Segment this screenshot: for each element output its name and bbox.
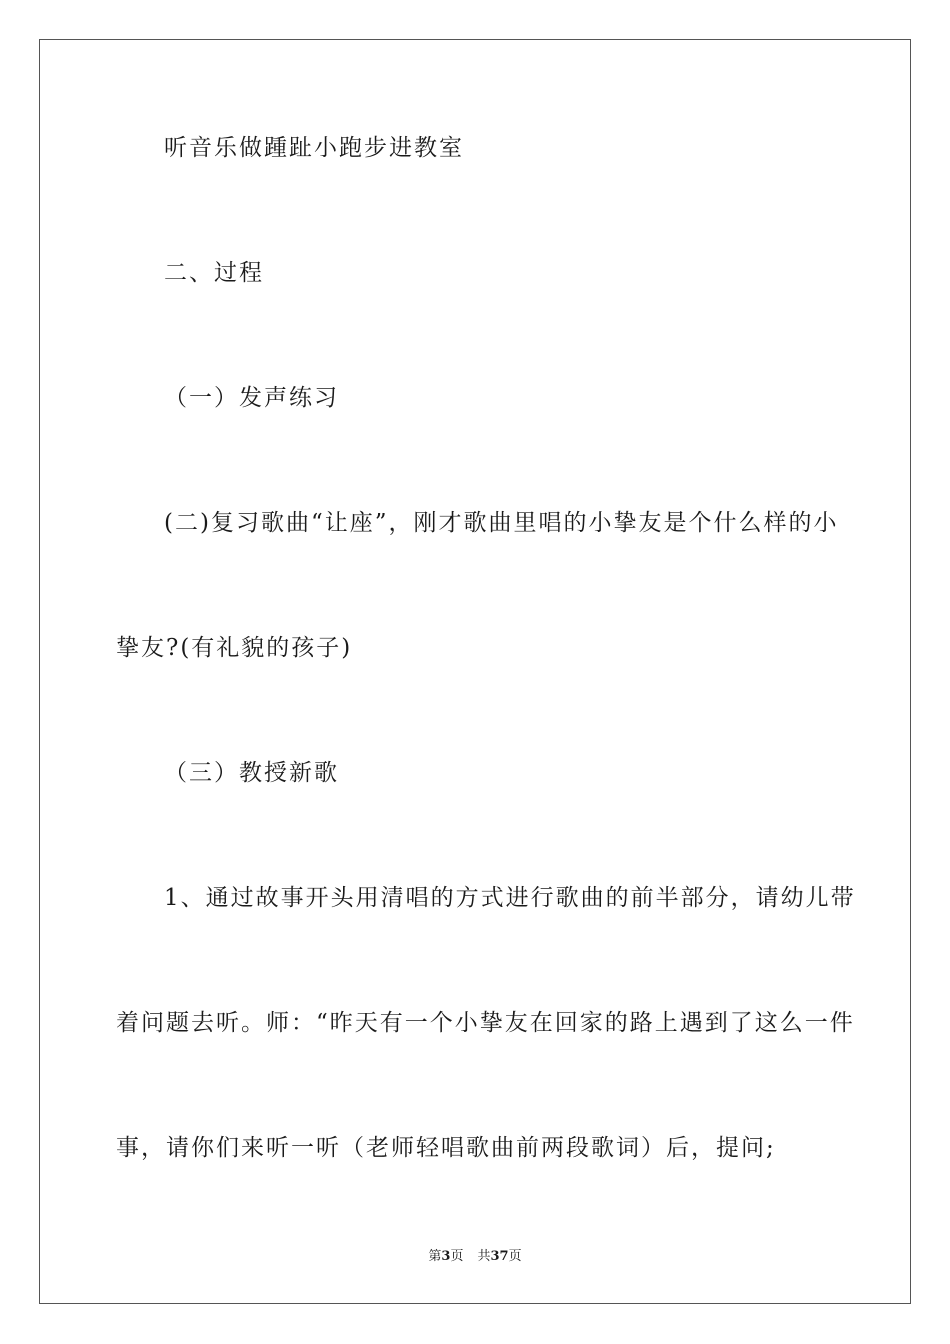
subheading-vocal-practice: （一）发声练习 (164, 385, 339, 411)
body-line-9: 事，请你们来听一听（老师轻唱歌曲前两段歌词）后，提问; (116, 1135, 776, 1161)
page-border (39, 39, 911, 1304)
body-line-4: (二)复习歌曲“让座”，刚才歌曲里唱的小挚友是个什么样的小 (164, 510, 839, 536)
subheading-new-song: （三）教授新歌 (164, 760, 339, 786)
footer-total-suffix: 页 (508, 1249, 522, 1264)
section-heading-process: 二、过程 (164, 260, 264, 286)
footer-page-prefix: 第 (428, 1249, 442, 1264)
body-line-7: 1、通过故事开头用清唱的方式进行歌曲的前半部分，请幼儿带 (164, 885, 856, 911)
body-line-1: 听音乐做踵趾小跑步进教室 (164, 135, 464, 161)
footer-total-pages: 37 (490, 1249, 509, 1264)
body-line-5: 挚友?(有礼貌的孩子) (116, 635, 353, 661)
page-footer (0, 1248, 950, 1266)
body-line-8: 着问题去听。师：“昨天有一个小挚友在回家的路上遇到了这么一件 (116, 1010, 855, 1036)
footer-page-suffix: 页 (450, 1249, 464, 1264)
footer-total-prefix: 共 (477, 1249, 491, 1264)
footer-page-number: 3 (441, 1249, 451, 1264)
